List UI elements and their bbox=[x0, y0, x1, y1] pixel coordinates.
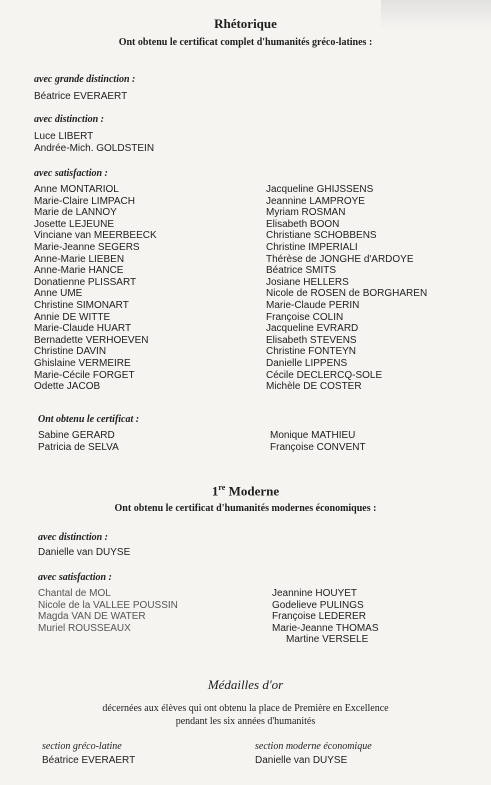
name-entry: Marie-Jeanne THOMAS bbox=[272, 622, 379, 634]
name-entry: Ghislaine VERMEIRE bbox=[34, 357, 131, 369]
list-distinction-moderne bbox=[38, 547, 130, 559]
name-entry: Danielle van DUYSE bbox=[38, 547, 131, 558]
section-title-rhetorique: Rhétorique bbox=[214, 16, 277, 31]
name-entry: Françoise COLIN bbox=[266, 311, 344, 323]
name-entry: Luce LIBERT bbox=[34, 131, 94, 142]
name-entry: Anne-Marie LIEBEN bbox=[34, 253, 125, 265]
section-title-medailles: Médailles d'or bbox=[207, 677, 284, 692]
name-entry: Nicole de ROSEN de BORGHAREN bbox=[266, 288, 428, 300]
name-entry: Danielle LIPPENS bbox=[266, 357, 348, 369]
name-entry: Béatrice EVERAERT bbox=[34, 91, 128, 102]
name-entry: Christiane SCHOBBENS bbox=[266, 230, 377, 242]
section-subtitle-moderne: Ont obtenu le certificat d'humanités modernes économiques : bbox=[114, 503, 377, 514]
name-entry: Anne UME bbox=[34, 288, 83, 300]
label-section-greco-latine: section gréco-latine bbox=[42, 741, 122, 752]
name-entry: Josiane HELLERS bbox=[266, 276, 349, 288]
name-entry: Nicole de la VALLEE POUSSIN bbox=[38, 599, 178, 611]
name-entry: Marie de LANNOY bbox=[34, 207, 117, 219]
name-entry: Marie-Claire LIMPACH bbox=[34, 195, 135, 207]
list-certificat-left bbox=[38, 430, 119, 453]
name-entry: Marie-Claude HUART bbox=[34, 323, 132, 335]
list-distinction bbox=[34, 131, 154, 154]
name-entry: Bernadette VERHOEVEN bbox=[34, 334, 149, 346]
name-entry: Marie-Cécile FORGET bbox=[34, 369, 135, 381]
name-entry: Annie DE WITTE bbox=[34, 311, 111, 323]
name-entry: Michèle DE COSTER bbox=[266, 381, 362, 393]
name-entry: Françoise LEDERER bbox=[272, 611, 366, 623]
label-distinction-moderne: avec distinction : bbox=[38, 532, 108, 543]
list-certificat-right bbox=[270, 430, 366, 453]
title-superscript: re bbox=[218, 483, 226, 492]
name-entry: Donatienne PLISSART bbox=[34, 276, 137, 288]
name-entry: Andrée-Mich. GOLDSTEIN bbox=[34, 142, 155, 154]
list-grande-distinction bbox=[34, 91, 127, 103]
list-satisfaction-moderne-left bbox=[38, 588, 178, 634]
label-grande-distinction: avec grande distinction : bbox=[34, 74, 136, 85]
name-entry: Anne MONTARIOL bbox=[34, 184, 119, 195]
name-entry: Françoise CONVENT bbox=[270, 441, 366, 453]
label-certificat: Ont obtenu le certificat : bbox=[38, 414, 140, 425]
name-entry: Thérèse de JONGHE d'ARDOYE bbox=[266, 253, 414, 265]
list-satisfaction-right bbox=[266, 184, 427, 393]
label-distinction: avec distinction : bbox=[34, 114, 104, 125]
name-entry: Jeannine HOUYET bbox=[272, 588, 358, 599]
medal-winner-greco-latine: Béatrice EVERAERT bbox=[42, 755, 136, 766]
name-entry: Jacqueline EVRARD bbox=[266, 323, 359, 335]
name-entry: Jacqueline GHIJSSENS bbox=[266, 184, 374, 195]
name-entry: Godelieve PULINGS bbox=[272, 599, 364, 611]
list-satisfaction-moderne-right bbox=[272, 588, 379, 646]
name-entry: Elisabeth STEVENS bbox=[266, 334, 357, 346]
name-entry: Marie-Jeanne SEGERS bbox=[34, 241, 140, 253]
title-number: 1 bbox=[211, 483, 219, 499]
section-subtitle-rhetorique: Ont obtenu le certificat complet d'humanités gréco-latines : bbox=[118, 37, 373, 48]
name-entry: Vinciane van MEERBEECK bbox=[34, 230, 157, 242]
label-satisfaction-moderne: avec satisfaction : bbox=[38, 572, 112, 583]
medal-winner-moderne-economique: Danielle van DUYSE bbox=[255, 755, 348, 766]
list-satisfaction-left bbox=[34, 184, 157, 393]
name-entry: Cécile DECLERCQ-SOLE bbox=[266, 369, 383, 381]
name-entry: Elisabeth BOON bbox=[266, 218, 340, 230]
name-entry: Odette JACOB bbox=[34, 381, 101, 393]
name-entry: Anne-Marie HANCE bbox=[34, 265, 124, 277]
name-entry: Christine FONTEYN bbox=[266, 346, 357, 358]
name-entry: Marie-Claude PERIN bbox=[266, 299, 360, 311]
name-entry: Patricia de SELVA bbox=[38, 441, 119, 453]
name-entry: Martine VERSELE bbox=[286, 634, 369, 646]
name-entry: Christine SIMONART bbox=[34, 299, 129, 311]
name-entry: Sabine GERARD bbox=[38, 430, 115, 441]
name-entry: Muriel ROUSSEAUX bbox=[38, 622, 131, 634]
name-entry: Christine IMPERIALI bbox=[266, 241, 358, 253]
name-entry: Jeannine LAMPROYE bbox=[266, 195, 365, 207]
name-entry: Christine DAVIN bbox=[34, 346, 107, 358]
name-entry: Josette LEJEUNE bbox=[34, 218, 115, 230]
name-entry: Monique MATHIEU bbox=[270, 430, 356, 441]
section-title-moderne bbox=[0, 483, 491, 499]
name-entry: Chantal de MOL bbox=[38, 588, 111, 599]
medailles-line-1: décernées aux élèves qui ont obtenu la place de Première en Excellence bbox=[102, 703, 389, 714]
medailles-line-2: pendant les six années d'humanités bbox=[175, 716, 316, 727]
name-entry: Myriam ROSMAN bbox=[266, 207, 346, 219]
title-word: Moderne bbox=[228, 483, 280, 499]
label-satisfaction: avec satisfaction : bbox=[34, 168, 108, 179]
name-entry: Béatrice SMITS bbox=[266, 265, 337, 277]
name-entry: Magda VAN DE WATER bbox=[38, 611, 146, 623]
label-section-moderne-economique: section moderne économique bbox=[255, 741, 372, 752]
